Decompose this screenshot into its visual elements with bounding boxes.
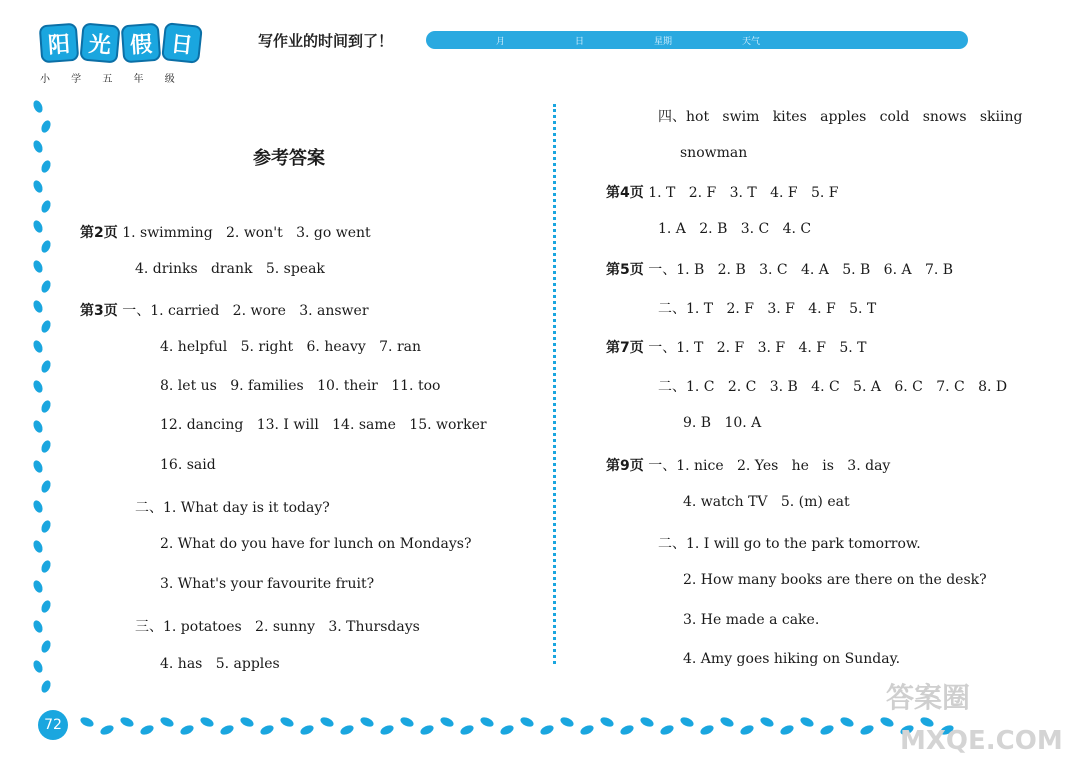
border-dot: [519, 715, 535, 728]
border-dot: [559, 715, 575, 728]
border-dot: [40, 639, 53, 654]
border-dot: [399, 715, 415, 728]
answer-text: 1. T 2. F 3. T 4. F 5. F: [648, 185, 839, 201]
date-field: 天气: [742, 36, 761, 47]
answer-text: 1. swimming 2. won't 3. go went: [122, 225, 371, 241]
border-dot: [40, 679, 53, 694]
border-dot: [32, 179, 45, 194]
logo: [40, 24, 201, 62]
border-dot: [32, 619, 45, 634]
border-dot: [219, 723, 235, 736]
border-dot: [40, 599, 53, 614]
logo-char: 假: [121, 23, 162, 64]
answer-text: 一、1. nice 2. Yes he is 3. day: [648, 458, 891, 474]
border-dot: [139, 723, 155, 736]
border-dot: [159, 715, 175, 728]
border-dot: [32, 459, 45, 474]
answer-line: [606, 259, 953, 279]
answer-line: 12. dancing 13. I will 14. same 15. worker: [160, 417, 487, 433]
border-dot: [40, 399, 53, 414]
border-dot: [259, 723, 275, 736]
answer-line: [606, 337, 866, 357]
answer-line: 8. let us 9. families 10. their 11. too: [160, 378, 441, 394]
border-dot: [32, 139, 45, 154]
logo-char: 阳: [39, 23, 80, 64]
border-dot: [32, 659, 45, 674]
border-dot: [32, 99, 45, 114]
answer-line: snowman: [680, 145, 748, 161]
answer-line: 4. Amy goes hiking on Sunday.: [683, 651, 901, 667]
border-dot: [40, 559, 53, 574]
answer-line: 2. How many books are there on the desk?: [683, 572, 987, 588]
border-dot: [40, 159, 53, 174]
border-dot: [719, 715, 735, 728]
border-dot: [40, 479, 53, 494]
answer-line: 16. said: [160, 457, 216, 473]
column-divider: [553, 104, 556, 664]
answer-line: 9. B 10. A: [683, 415, 762, 431]
answer-text: 一、1. B 2. B 3. C 4. A 5. B 6. A 7. B: [648, 262, 954, 278]
border-dot: [99, 723, 115, 736]
border-dot: [40, 279, 53, 294]
bottom-dot-border: [80, 718, 980, 738]
border-dot: [179, 723, 195, 736]
border-dot: [40, 239, 53, 254]
grade-subtitle: 小 学 五 年 级: [40, 74, 184, 85]
border-dot: [299, 723, 315, 736]
border-dot: [319, 715, 335, 728]
border-dot: [659, 723, 675, 736]
answer-text: 一、1. carried 2. wore 3. answer: [122, 303, 369, 319]
border-dot: [32, 219, 45, 234]
border-dot: [339, 723, 355, 736]
border-dot: [779, 723, 795, 736]
page-label: 第5页: [606, 262, 644, 278]
page-label: 第4页: [606, 185, 644, 201]
answer-line: 4. watch TV 5. (m) eat: [683, 494, 850, 510]
border-dot: [40, 519, 53, 534]
border-dot: [639, 715, 655, 728]
watermark: 答案圈: [886, 681, 971, 714]
page-label: 第2页: [80, 225, 118, 241]
page-label: 第7页: [606, 340, 644, 356]
border-dot: [40, 319, 53, 334]
answer-line: 二、1. I will go to the park tomorrow.: [658, 536, 921, 552]
answer-line: 4. has 5. apples: [160, 656, 280, 672]
border-dot: [239, 715, 255, 728]
border-dot: [459, 723, 475, 736]
border-dot: [79, 715, 95, 728]
answer-line: [606, 455, 890, 475]
answer-line: 二、1. C 2. C 3. B 4. C 5. A 6. C 7. C 8. D: [658, 379, 1008, 395]
logo-char: 日: [161, 22, 203, 64]
answer-line: 三、1. potatoes 2. sunny 3. Thursdays: [135, 619, 420, 635]
border-dot: [119, 715, 135, 728]
border-dot: [32, 299, 45, 314]
border-dot: [539, 723, 555, 736]
border-dot: [40, 359, 53, 374]
border-dot: [419, 723, 435, 736]
border-dot: [279, 715, 295, 728]
answer-line: 4. drinks drank 5. speak: [135, 261, 325, 277]
page-label: 第9页: [606, 458, 644, 474]
border-dot: [499, 723, 515, 736]
answer-line: 2. What do you have for lunch on Mondays?: [160, 536, 472, 552]
page-title: 参考答案: [253, 148, 325, 169]
date-field: 星期: [654, 36, 673, 47]
answer-line: 二、1. T 2. F 3. F 4. F 5. T: [658, 301, 877, 317]
answer-line: 1. A 2. B 3. C 4. C: [658, 221, 812, 237]
border-dot: [40, 199, 53, 214]
border-dot: [739, 723, 755, 736]
date-field: 月: [496, 36, 506, 47]
border-dot: [579, 723, 595, 736]
border-dot: [679, 715, 695, 728]
answer-line: [80, 222, 371, 242]
border-dot: [379, 723, 395, 736]
border-dot: [32, 579, 45, 594]
watermark-url: MXQE.COM: [900, 726, 1063, 756]
answer-line: [606, 182, 838, 202]
border-dot: [619, 723, 635, 736]
left-dot-border: [34, 100, 54, 700]
logo-char: 光: [79, 22, 120, 63]
border-dot: [32, 539, 45, 554]
border-dot: [759, 715, 775, 728]
answer-line: 3. What's your favourite fruit?: [160, 576, 375, 592]
slogan: 写作业的时间到了！: [258, 32, 394, 50]
answer-line: [80, 300, 369, 320]
date-bar: [426, 31, 968, 49]
border-dot: [32, 339, 45, 354]
border-dot: [699, 723, 715, 736]
border-dot: [32, 379, 45, 394]
border-dot: [359, 715, 375, 728]
answer-line: 3. He made a cake.: [683, 612, 820, 628]
border-dot: [40, 119, 53, 134]
border-dot: [599, 715, 615, 728]
answer-line: 4. helpful 5. right 6. heavy 7. ran: [160, 339, 421, 355]
border-dot: [199, 715, 215, 728]
border-dot: [32, 419, 45, 434]
border-dot: [479, 715, 495, 728]
page-number: 72: [38, 710, 68, 740]
border-dot: [859, 723, 875, 736]
border-dot: [819, 723, 835, 736]
border-dot: [32, 259, 45, 274]
page-label: 第3页: [80, 303, 118, 319]
border-dot: [40, 439, 53, 454]
answer-text: 一、1. T 2. F 3. F 4. F 5. T: [648, 340, 867, 356]
border-dot: [799, 715, 815, 728]
answer-line: 四、hot swim kites apples cold snows skiing: [658, 109, 1023, 125]
answer-line: 二、1. What day is it today?: [135, 500, 330, 516]
date-field: 日: [575, 36, 585, 47]
border-dot: [32, 499, 45, 514]
border-dot: [439, 715, 455, 728]
border-dot: [839, 715, 855, 728]
border-dot: [879, 715, 895, 728]
